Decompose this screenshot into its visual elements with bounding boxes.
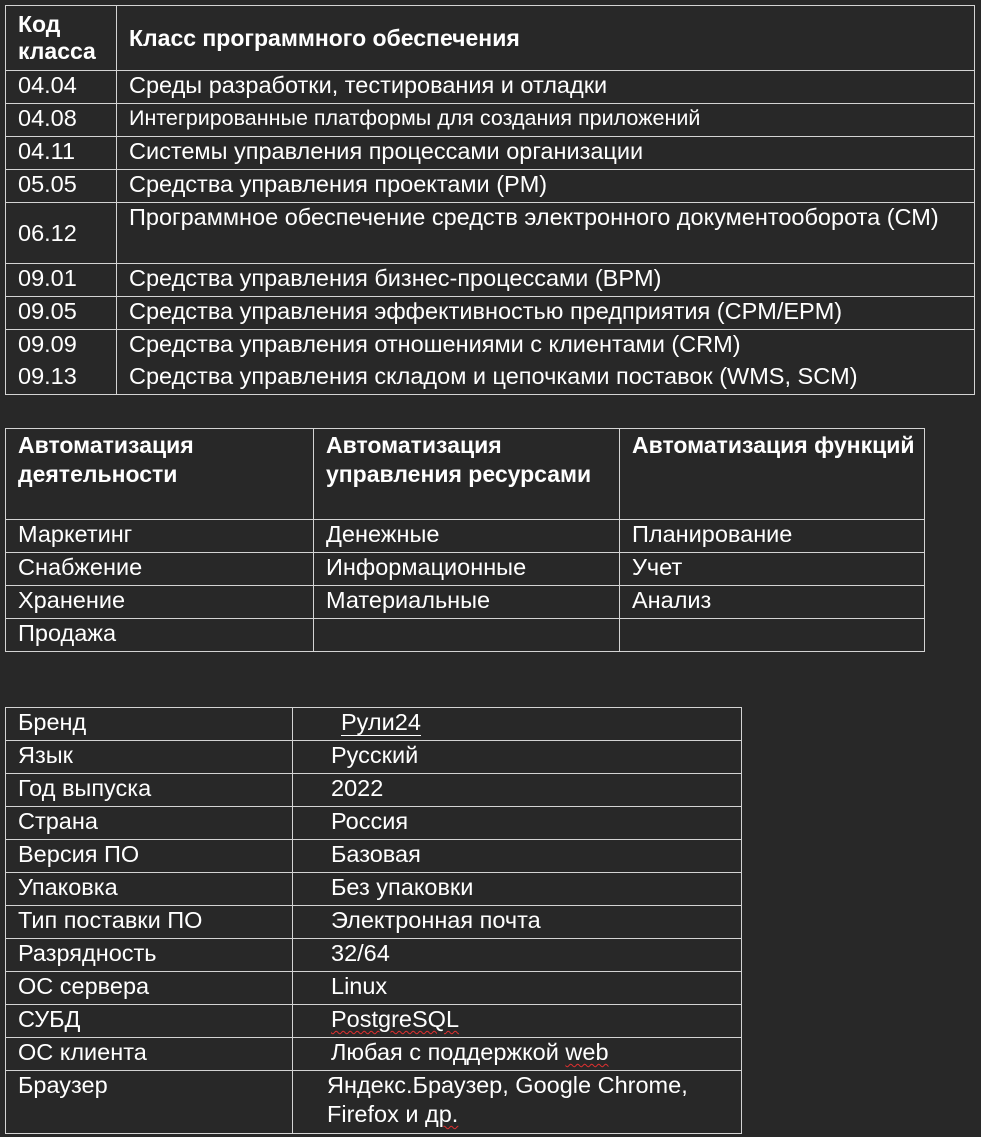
class-name: Средства управления бизнес-процессами (BPM) [117,264,975,297]
class-code: 04.08 [6,104,117,137]
table-row [6,586,925,619]
spec-value [293,1038,742,1071]
spec-value: Базовая [293,840,742,873]
class-code: 09.01 [6,264,117,297]
column-header-class: Класс программного обеспечения [117,6,975,71]
product-specs-table [5,707,742,1134]
spec-value: Русский [293,741,742,774]
client-os-value-suffix: web [565,1039,609,1065]
table-row [6,297,975,330]
spec-value: Электронная почта [293,906,742,939]
spec-value [293,708,742,741]
column-header-resources: Автоматизация управления ресурсами [314,429,620,520]
class-code: 06.12 [6,203,117,264]
spec-row-server-os [6,972,742,1005]
class-code: 09.09 [6,330,117,363]
spec-row-language [6,741,742,774]
client-os-value-prefix: Любая с поддержкой [331,1039,566,1065]
spec-value: Linux [293,972,742,1005]
table-row [6,553,925,586]
table-row [6,203,975,264]
automation-table [5,428,925,652]
class-code: 05.05 [6,170,117,203]
class-code: 09.05 [6,297,117,330]
table-row [6,104,975,137]
class-name: Среды разработки, тестирования и отладки [117,71,975,104]
table-cell [620,619,925,652]
column-header-functions: Автоматизация функций [620,429,925,520]
spec-label: Язык [6,741,293,774]
spec-label: Версия ПО [6,840,293,873]
spec-label: ОС клиента [6,1038,293,1071]
spec-row-dbms [6,1005,742,1038]
table-row [6,170,975,203]
spec-value: 32/64 [293,939,742,972]
class-name: Средства управления проектами (PM) [117,170,975,203]
spec-row-year [6,774,742,807]
table-row [6,264,975,297]
spec-value [293,1071,742,1134]
spec-value: Россия [293,807,742,840]
spec-row-brand [6,708,742,741]
column-header-code: Код класса [6,6,117,71]
table-cell: Анализ [620,586,925,619]
class-name: Средства управления отношениями с клиентами (CRM) [117,330,975,363]
spec-label: Разрядность [6,939,293,972]
spec-value: 2022 [293,774,742,807]
table-cell [314,619,620,652]
spec-value [293,1005,742,1038]
table-row [6,362,975,395]
spec-label: Бренд [6,708,293,741]
table-cell: Денежные [314,520,620,553]
table-row [6,137,975,170]
spec-label: Год выпуска [6,774,293,807]
software-class-table [5,5,975,395]
table-cell: Продажа [6,619,314,652]
spec-label: Тип поставки ПО [6,906,293,939]
class-name: Программное обеспечение средств электронного документооборота (СМ) [117,203,975,264]
class-code: 04.11 [6,137,117,170]
table-cell: Планирование [620,520,925,553]
table-row [6,71,975,104]
browser-value-line2: Firefox и [327,1101,426,1127]
table-cell: Маркетинг [6,520,314,553]
spec-row-client-os [6,1038,742,1071]
table-cell: Учет [620,553,925,586]
class-name: Средства управления складом и цепочками поставок (WMS, SCM) [117,362,975,395]
spec-row-version [6,840,742,873]
table-row [6,330,975,363]
spec-row-country [6,807,742,840]
spec-value: Без упаковки [293,873,742,906]
class-name: Средства управления эффективностью предприятия (CPM/EPM) [117,297,975,330]
dbms-value: PostgreSQL [331,1006,460,1032]
brand-value: Рули24 [341,709,421,735]
table-cell: Хранение [6,586,314,619]
table-cell: Материальные [314,586,620,619]
table-header-row [6,6,975,71]
spec-label: ОС сервера [6,972,293,1005]
column-header-activity: Автоматизация деятельности [6,429,314,520]
class-name: Интегрированные платформы для создания приложений [117,104,975,137]
spec-row-packaging [6,873,742,906]
browser-value-line1: Яндекс.Браузер, Google Chrome, [327,1072,688,1098]
table-row [6,520,925,553]
spec-row-browser [6,1071,742,1134]
table-cell: Снабжение [6,553,314,586]
table-cell: Информационные [314,553,620,586]
class-code: 04.04 [6,71,117,104]
class-code: 09.13 [6,362,117,395]
spec-label: Упаковка [6,873,293,906]
browser-value-etc: др. [425,1101,459,1127]
spec-label: Браузер [6,1071,293,1134]
spec-label: СУБД [6,1005,293,1038]
spec-label: Страна [6,807,293,840]
spec-row-delivery [6,906,742,939]
spec-row-bitness [6,939,742,972]
table-row [6,619,925,652]
class-name: Системы управления процессами организации [117,137,975,170]
table-header-row [6,429,925,520]
